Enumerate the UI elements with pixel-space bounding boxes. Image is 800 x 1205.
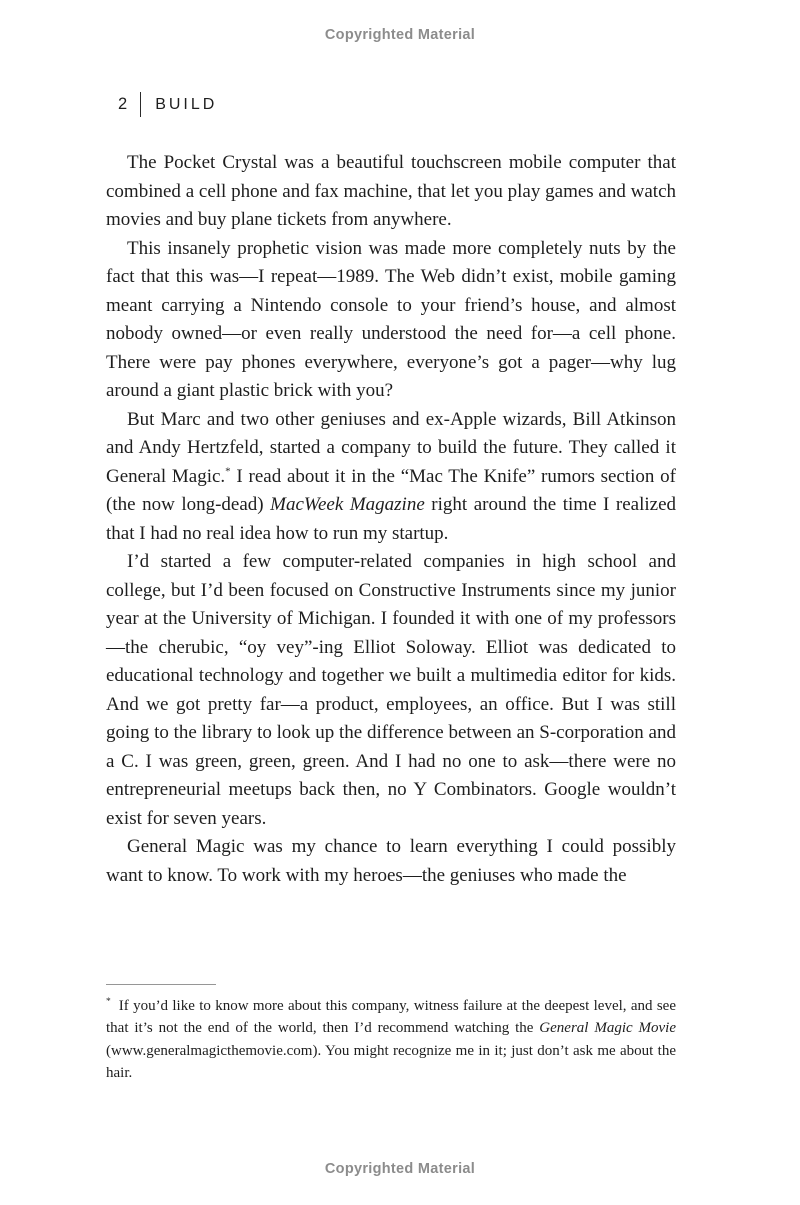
text-run: I’d started a few computer-related companies in high school and college, but I’d been focused on Constructive Instruments since my junior year at the University of Michigan. I founded it with one of my professors—the cherubic, “oy vey”-ing Elliot Soloway. Elliot was dedicated to educational technology and together we built a multimedia editor for kids. And we got pretty far—a product, employees, an office. But I was still going to the library to look up the difference between an S-corporation and a C. I was green, green, green. And I had no one to ask—there were no entrepreneurial meetups back then, no Y Combinators. Google wouldn’t exist for seven years.: [106, 551, 676, 829]
text-run: But Marc and two other geniuses and ex-Apple wizards, Bill Atkinson and Andy Hertzfeld, started a company to build the future. They called it General Magic.: [106, 408, 676, 487]
copyright-notice-bottom: Copyrighted Material: [324, 1161, 476, 1177]
footnote: [106, 984, 676, 1085]
header-divider: [140, 92, 142, 117]
text-run: (www.generalmagicthemovie.com). You might recognize me in it; just don’t ask me about the hair.: [106, 1042, 676, 1082]
page-number: 2: [118, 95, 128, 113]
paragraph: [106, 406, 676, 549]
text-run: The Pocket Crystal was a beautiful touchscreen mobile computer that combined a cell phone and fax machine, that let you play games and watch movies and buy plane tickets from anywhere.: [106, 152, 676, 230]
running-header: [118, 92, 217, 117]
text-run: If you’d like to know more about this company, witness failure at the deepest level, and see that it’s not the end of the world, then I’d recommend watching the: [106, 998, 676, 1037]
text-run: right around the time I realized that I had no real idea how to run my startup.: [106, 494, 677, 544]
footnote-asterisk: *: [225, 465, 231, 478]
footnote-rule: [106, 984, 216, 985]
text-run: General Magic was my chance to learn everything I could possibly want to know. To work with my heroes—the geniuses who made the: [106, 836, 676, 886]
paragraph: [106, 235, 676, 406]
paragraph: [106, 149, 676, 235]
body-text: [106, 149, 676, 890]
footnote-marker: *: [106, 997, 111, 1007]
italic-run: General Magic Movie: [539, 1020, 676, 1037]
footnote-text: [106, 995, 676, 1085]
paragraph: [106, 833, 676, 890]
paragraph: [106, 548, 676, 833]
copyright-notice-top: Copyrighted Material: [324, 27, 476, 43]
book-title: BUILD: [155, 95, 218, 113]
text-run: I read about it in the “Mac The Knife” rumors section of (the now long-dead): [106, 465, 676, 515]
italic-run: MacWeek Magazine: [270, 494, 425, 515]
text-run: This insanely prophetic vision was made more completely nuts by the fact that this was—I repeat—1989. The Web didn’t exist, mobile gaming meant carrying a Nintendo console to your friend’s house, and almost nobody owned—or even really understood the need for—a cell phone. There were pay phones everywhere, everyone’s got a pager—why lug around a giant plastic brick with you?: [106, 237, 676, 401]
